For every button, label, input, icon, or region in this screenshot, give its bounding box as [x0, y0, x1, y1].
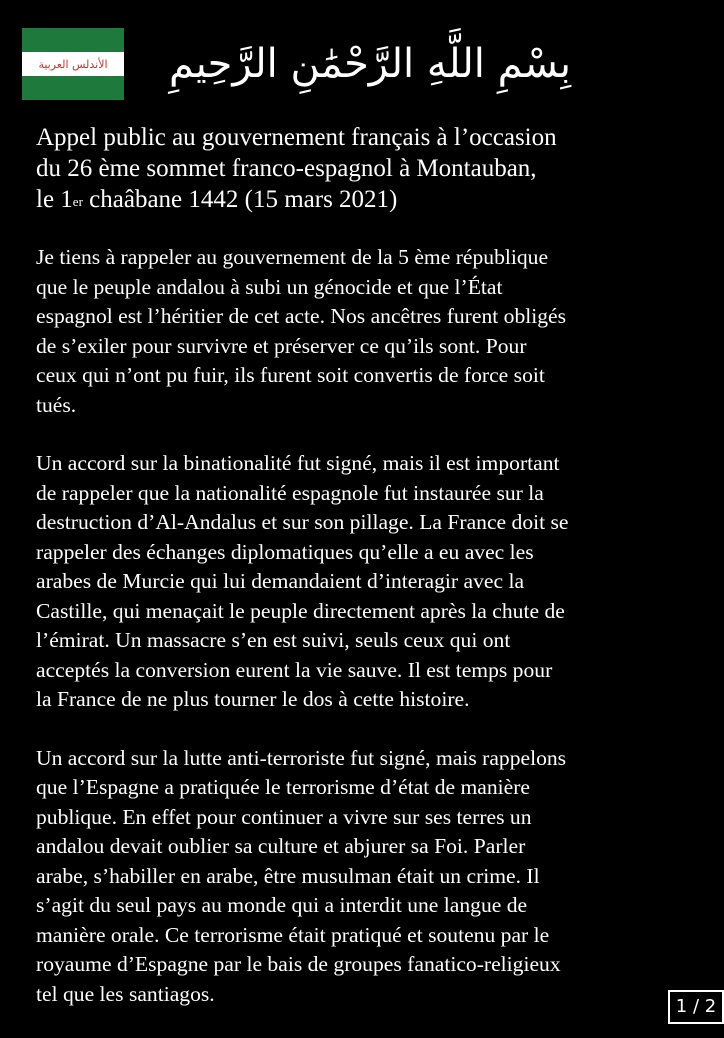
title-line-2: du 26 ème sommet franco-espagnol à Montauban,	[36, 155, 537, 182]
flag-middle-band	[22, 52, 124, 76]
paragraph-line: arabe, s’habiller en arabe, être musulman était un crime. Il	[36, 863, 540, 888]
paragraph-line: manière orale. Ce terrorisme était pratiqué et soutenu par le	[36, 922, 550, 947]
paragraph-line: tel que les santiagos.	[36, 981, 215, 1006]
paragraph-line: que l’Espagne a pratiquée le terrorisme d’état de manière	[36, 775, 531, 799]
paragraph-line: Castille, qui menaçait le peuple directement après la chute de	[36, 598, 565, 623]
body-paragraph	[36, 449, 704, 715]
paragraph-line: tués.	[36, 392, 77, 417]
document-body	[36, 243, 704, 1038]
paragraph-line: acceptés la conversion eurent la vie sauve. Il est temps pour	[36, 657, 553, 682]
title-date-prefix: le 1	[36, 186, 73, 213]
paragraph-line: s’agit du seul pays au monde qui a interdit une langue de	[36, 893, 528, 917]
body-paragraph	[36, 243, 704, 420]
paragraph-line: l’émirat. Un massacre s’en est suivi, seuls ceux qui ont	[36, 628, 511, 652]
paragraph-line: que le peuple andalou à subi un génocide et que l’État	[36, 274, 503, 299]
title-line-3	[36, 184, 696, 215]
paragraph-line: Un accord sur la lutte anti-terroriste fut signé, mais rappelons	[36, 745, 567, 770]
paragraph-line: de s’exiler pour survivre et préserver ce qu’ils sont. Pour	[36, 333, 527, 358]
title-line-1: Appel public au gouvernement français à l’occasion	[36, 124, 557, 151]
paragraph-line: de rappeler que la nationalité espagnole fut instaurée sur la	[36, 480, 544, 505]
basmala-heading: بِسْمِ اللَّهِ الرَّحْمَٰنِ الرَّحِيمِ	[168, 41, 572, 87]
flag-text: الأندلس العربية	[38, 57, 108, 71]
paragraph-line: espagnol est l’héritier de cet acte. Nos ancêtres furent obligés	[36, 304, 567, 328]
flag-bottom-band	[22, 76, 124, 100]
title-date-superscript: er	[72, 194, 83, 209]
andalusian-flag	[22, 28, 124, 100]
paragraph-line: publique. En effet pour continuer a vivre sur ses terres un	[36, 804, 532, 829]
paragraph-line: Je tiens à rappeler au gouvernement de la 5 ème république	[36, 245, 549, 269]
title-date-rest: chaâbane 1442 (15 mars 2021)	[82, 186, 398, 213]
document-title	[36, 122, 696, 215]
page-indicator: 1 / 2	[668, 990, 724, 1024]
paragraph-line: Un accord sur la binationalité fut signé, mais il est important	[36, 451, 560, 475]
body-paragraph	[36, 744, 704, 1010]
paragraph-line: andalou devait oublier sa culture et abjurer sa Foi. Parler	[36, 834, 526, 858]
paragraph-line: ceux qui n’ont pu fuir, ils furent soit convertis de force soit	[36, 363, 545, 387]
flag-top-band	[22, 28, 124, 52]
paragraph-line: rappeler des échanges diplomatiques qu’elle a eu avec les	[36, 539, 534, 564]
paragraph-line: destruction d’Al-Andalus et sur son pillage. La France doit se	[36, 510, 569, 534]
paragraph-line: la France de ne plus tourner le dos à cette histoire.	[36, 687, 470, 711]
paragraph-line: arabes de Murcie qui lui demandaient d’interagir avec la	[36, 569, 525, 593]
paragraph-line: royaume d’Espagne par le bais de groupes fanatico-religieux	[36, 952, 561, 976]
